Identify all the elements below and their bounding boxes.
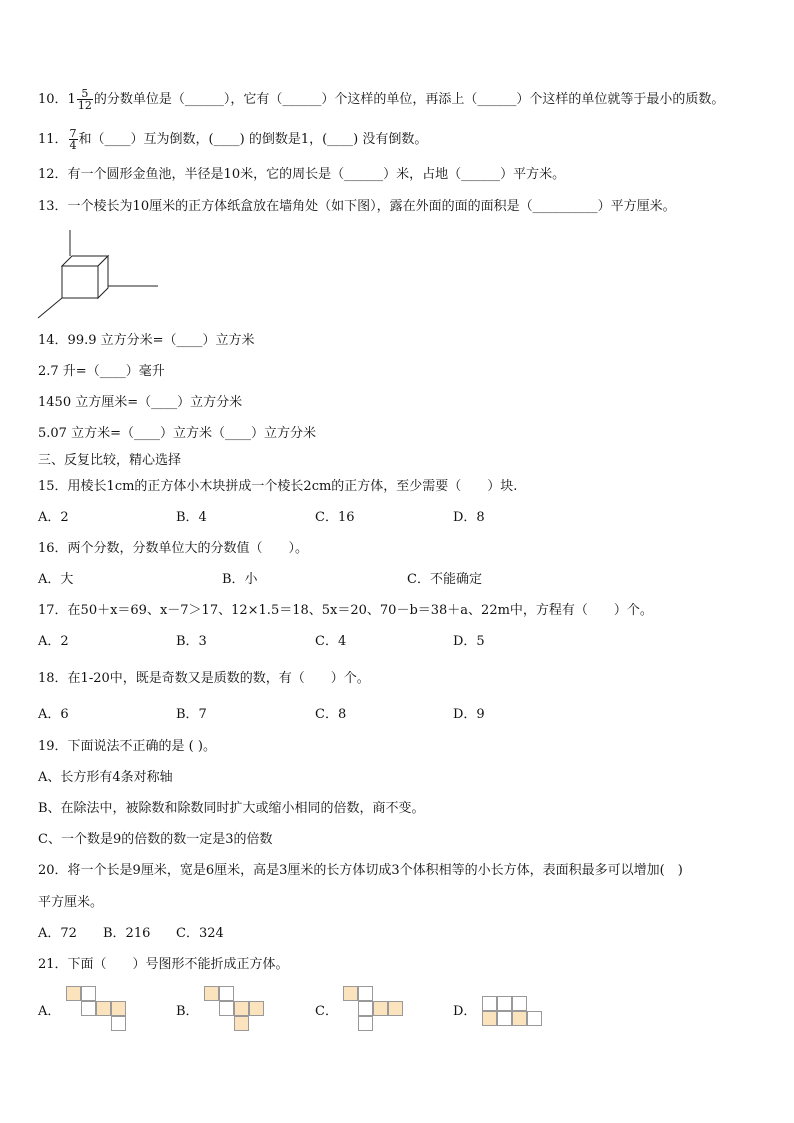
question-18-option-c: C．8 [315, 707, 347, 722]
question-17-option-b: B．3 [176, 634, 207, 649]
question-18: 18．在1-20中，既是奇数又是质数的数，有（ ）个。 [38, 671, 370, 686]
mixed-number-whole: 1 [67, 92, 76, 107]
question-19-option-b: B、在除法中，被除数和除数同时扩大或缩小相同的倍数，商不变。 [38, 801, 425, 816]
section-3-heading: 三、反复比较，精心选择 [38, 453, 182, 468]
net-a-square [81, 986, 96, 1001]
question-16-option-a: A．大 [38, 572, 74, 587]
net-b-square [219, 1001, 234, 1016]
net-d-square [527, 1011, 542, 1026]
question-20-option-c: C．324 [176, 926, 224, 941]
net-b-square [234, 1001, 249, 1016]
net-c-square [358, 1001, 373, 1016]
question-20-line-2: 平方厘米。 [38, 895, 104, 910]
question-19: 19．下面说法不正确的是 ( )。 [38, 739, 216, 754]
question-18-option-d: D．9 [453, 707, 485, 722]
question-16-option-c: C．不能确定 [407, 572, 482, 587]
net-a-square [111, 1001, 126, 1016]
question-18-option-a: A．6 [38, 707, 69, 722]
question-21: 21．下面（ ）号图形不能折成正方体。 [38, 957, 289, 972]
net-c-square [358, 986, 373, 1001]
question-21-label-c: C． [315, 1004, 338, 1019]
question-13: 13．一个棱长为10厘米的正方体纸盒放在墙角处（如下图），露在外面的面的面积是（__________）平方厘米。 [38, 199, 676, 214]
question-15-option-d: D．8 [453, 510, 485, 525]
net-a-square [81, 1001, 96, 1016]
net-a-square [66, 986, 81, 1001]
question-20-option-b: B．216 [103, 926, 151, 941]
question-20-line-1: 20．将一个长是9厘米，宽是6厘米，高是3厘米的长方体切成3个体积相等的小长方体，表面积最多可以增加( ) [38, 863, 683, 878]
net-d-square [497, 1011, 512, 1026]
net-d-square [482, 1011, 497, 1026]
net-b-square [219, 986, 234, 1001]
question-14-line-3: 1450 立方厘米=（____）立方分米 [38, 395, 243, 410]
net-d-square [482, 996, 497, 1011]
net-b-square [234, 1016, 249, 1031]
fraction-7-4: $\frac{7}{4}$ [69, 127, 77, 152]
question-11-text: 和（____）互为倒数，(____) 的倒数是1，(____) 没有倒数。 [78, 132, 428, 147]
net-b-square [249, 1001, 264, 1016]
question-21-label-a: A． [38, 1004, 61, 1019]
question-14-line-1: 14．99.9 立方分米=（____）立方米 [38, 333, 255, 348]
net-d-square [512, 1011, 527, 1026]
question-11-number: 11． [38, 132, 68, 147]
net-c-square [343, 986, 358, 1001]
question-19-option-c: C、一个数是9的倍数的数一定是3的倍数 [38, 832, 273, 847]
question-10 [38, 88, 724, 111]
question-15: 15．用棱长1cm的正方体小木块拼成一个棱长2cm的正方体，至少需要（ ）块. [38, 479, 518, 494]
question-12: 12．有一个圆形金鱼池，半径是10米，它的周长是（______）米，占地（______）平方米。 [38, 167, 566, 182]
question-10-number: 10． [38, 92, 68, 107]
question-10-text: 的分数单位是（______），它有（______）个这样的单位，再添上（______）个这样的单位就等于最小的质数。 [93, 92, 725, 107]
question-15-option-c: C．16 [315, 510, 355, 525]
question-17-option-c: C．4 [315, 634, 347, 649]
question-21-label-b: B． [176, 1004, 199, 1019]
question-17: 17．在50＋x＝69、x－7＞17、12×1.5＝18、5x＝20、70－b＝38＋a、22m中，方程有（ ）个。 [38, 603, 653, 618]
question-21-label-d: D． [453, 1004, 477, 1019]
fraction-5-12: $\frac{5}{12}$ [77, 87, 92, 112]
question-17-option-a: A．2 [38, 634, 69, 649]
question-16-option-b: B．小 [222, 572, 258, 587]
net-c-square [388, 1001, 403, 1016]
net-d-square [497, 996, 512, 1011]
cube-corner-figure [36, 226, 166, 320]
net-a-square [96, 1001, 111, 1016]
question-18-option-b: B．7 [176, 707, 207, 722]
question-17-option-d: D．5 [453, 634, 485, 649]
net-c-square [358, 1016, 373, 1031]
question-11 [38, 128, 427, 151]
net-d-square [512, 996, 527, 1011]
question-14-line-2: 2.7 升=（____）毫升 [38, 364, 165, 379]
question-15-option-a: A．2 [38, 510, 69, 525]
question-16: 16．两个分数，分数单位大的分数值（ ）。 [38, 541, 309, 556]
net-c-square [373, 1001, 388, 1016]
question-19-option-a: A、长方形有4条对称轴 [38, 770, 173, 785]
question-14-line-4: 5.07 立方米=（____）立方米（____）立方分米 [38, 426, 316, 441]
net-a-square [111, 1016, 126, 1031]
question-20-option-a: A．72 [38, 926, 77, 941]
net-b-square [204, 986, 219, 1001]
question-15-option-b: B．4 [176, 510, 207, 525]
